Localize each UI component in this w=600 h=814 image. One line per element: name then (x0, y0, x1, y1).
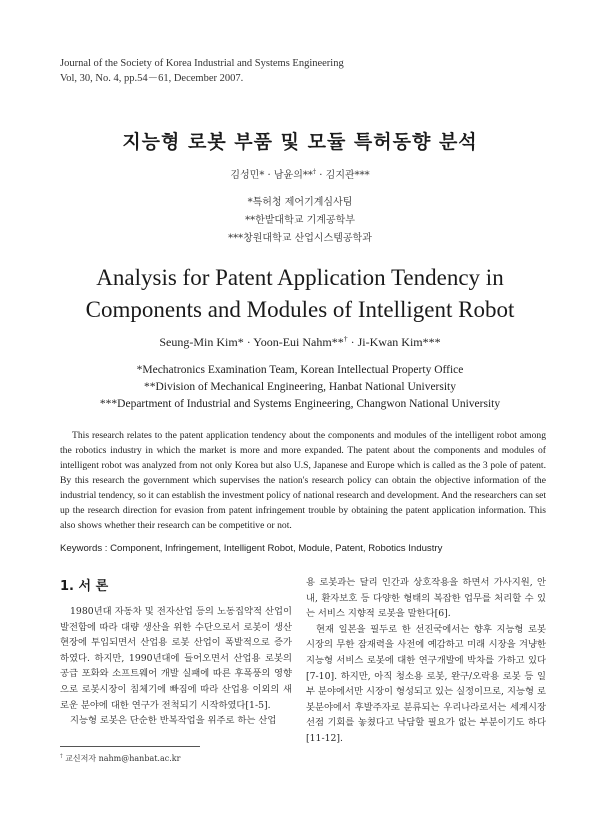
body-column-right (306, 575, 546, 747)
author-name: 김지관*** (325, 170, 370, 181)
keywords-text: Component, Infringement, Intelligent Robot, Module, Patent, Robotics Industry (110, 543, 443, 554)
journal-name: Journal of the Society of Korea Industrial and Systems Engineering (60, 58, 344, 69)
affiliation: *Mechatronics Examination Team, Korean Intellectual Property Office (136, 364, 464, 376)
section-heading: 1. 서 론 (60, 579, 109, 594)
corresponding-mark: † (343, 334, 348, 343)
body-paragraph: 1980년대 자동차 및 전자산업 등의 노동집약적 산업이 발전함에 따라 대량 생산을 위한 수단으로서 로봇이 생산현장에 투입되면서 산업용 로봇 산업이 폭발적으로 증가하였다. 하지만, 1990년대에 들어오면서 산업용 로봇의 공급 포화와 소프트웨어 개발 실패에 따른 후폭풍의 영향으로 로봇시장이 침체기에 빠짐에 따라 산업용 이외의 새로운 분야에 대한 연구가 전척되기 시작하였다[1-5]. (60, 606, 292, 711)
affiliation: ***창원대학교 산업시스템공학과 (228, 233, 372, 244)
abstract: This research relates to the patent application tendency about the components and modules of the intelligent robot among the robotics industry in which the market is more and more expanded. The patent about the components and modules of intelligent robot was analyzed from not only Korea but also U.S, Japanese and Europe which is called as the 3 pole of patent. By this research the government which supervises the nation's research policy can obtain the objective information of the industrial tendency, so it can establish the investment policy of national research and development. And the researchers can set up the research direction for evasion from patent infringement trouble by obtaining the patent application information. This also shows whether their research can be competitive or not. (60, 430, 546, 531)
journal-volume: Vol, 30, No. 4, pp.54－61, December 2007. (60, 73, 244, 84)
body-paragraph: 현재 일본을 필두로 한 선진국에서는 향후 지능형 로봇 시장의 무한 잠재력을 사전에 예감하고 미래 시장을 겨냥한 지능형 서비스 로봇에 대한 연구개발에 박차를 가하고 있다[7-10]. 하지만, 아직 청소용 로봇, 완구/오락용 로봇 등 일부 분야에서만 시장이 형성되고 있는 실정이므로, 지능형 로봇분야에서 후발주자로 분류되는 우리나라로서는 세계시장 선점 기회를 놓쳤다고 낙담할 필요가 없는 부분이기도 하다[11-12]. (306, 623, 546, 744)
body-paragraph: 용 로봇과는 달리 인간과 상호작용을 하면서 가사지원, 안내, 환자보호 등 다양한 형태의 복잡한 업무를 처리할 수 있는 서비스 지향적 로봇을 말한다[6]. (306, 577, 546, 620)
author-name: 김성민* (230, 170, 265, 181)
affiliations-english (0, 362, 600, 413)
corresponding-mark: † (312, 167, 317, 176)
journal-header (60, 56, 344, 86)
affiliation: **Division of Mechanical Engineering, Hanbat National University (143, 381, 457, 393)
paper-title-english (0, 262, 600, 326)
footnote (60, 753, 180, 764)
author-name: Yoon-Eui Nahm** (253, 335, 344, 349)
author-separator: · (246, 335, 254, 349)
author-separator: · (267, 170, 274, 181)
footnote-divider (60, 746, 200, 747)
keywords-separator: : (102, 543, 111, 554)
author-list-korean (0, 166, 600, 181)
body-paragraph: 지능형 로봇은 단순한 반복작업을 위주로 하는 산업 (70, 715, 277, 727)
footnote-text: 교신저자 nahm@hanbat.ac.kr (65, 754, 181, 763)
title-line: Components and Modules of Intelligent Robot (85, 297, 515, 322)
author-name: Ji-Kwan Kim*** (357, 335, 441, 349)
author-name: Seung-Min Kim* (159, 335, 244, 349)
title-line: Analysis for Patent Application Tendency in (96, 265, 504, 290)
footnote-mark: † (60, 753, 63, 760)
author-separator: · (350, 335, 358, 349)
affiliation: **한밭대학교 기계공학부 (245, 215, 355, 226)
paper-title-korean: 지능형 로봇 부품 및 모듈 특허동향 분석 (122, 131, 478, 153)
author-name: 남윤의** (273, 170, 313, 181)
affiliations-korean (0, 194, 600, 248)
author-list-english (0, 334, 600, 350)
body-column-left (60, 575, 292, 729)
author-separator: · (319, 170, 326, 181)
affiliation: *특허청 제어기계심사팀 (247, 197, 353, 208)
affiliation: ***Department of Industrial and Systems Engineering, Changwon National University (99, 398, 501, 410)
keywords (60, 543, 550, 554)
keywords-label: Keywords (60, 543, 103, 554)
